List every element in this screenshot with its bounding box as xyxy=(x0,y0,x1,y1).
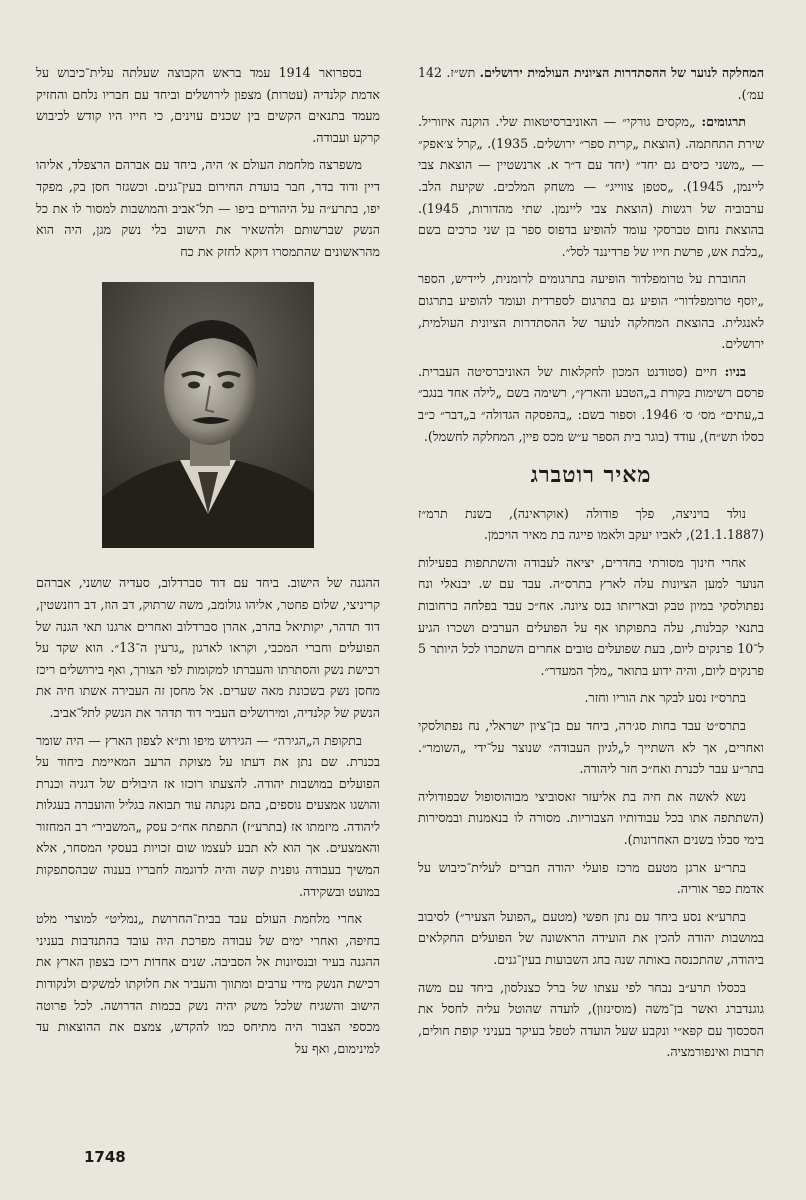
right-paragraph-sons: בניו: חיים (סטודנט המכון לחקלאות של האוניברסיטה העברית. פרסם רשימות בקורת ב„הטבע והארץ״, רשימה בשם „לילה אחד בנגב״ ב„עתים״ מס׳ ס׳ 1946. וספור בשם: „בהפסקה הגדולה״ ב„דבר״ כ״ב כסלו תש״ח), עודד (בוגר בית הספר ע״ש מכס פיין, המחלקה לחשמל). xyxy=(418,363,764,444)
right-paragraph-translations: תרגומים: „מקסים גורקי״ — האוניברסיטאות שלי. הוקנה איזוריל. שירת התחתמה. (הוצאת „קרית ספר״ ירושלים. 1935). „קרל צ׳אפק״ — „משני כיסים גם יחד״ (יחד עם ד״ר א. ארנשטיין — הוצאת צבי ליינמן, 1945). „סטפן צווייג״ — משחק המלכים. שקיעת הלב. ערבוביה של רגשות (הוצאת צבי ליינמן. שתי מהדורות, 1945). בהוצאת נחום טברסקי עומד להופיע בדפוס ספר בן שני כרכים בשם „בלבת אש, פרשת חייו של פרדיננד לסל״. xyxy=(418,114,764,259)
right-paragraph-booklet: החוברת על טרומפלדור הופיעה בתרגומים לרומנית, ליידיש, הספר „יוסף טרומפלדור״ הופיע גם בתרגום לספרדית ועומד להופיע בתרגום לאנגלית. בהוצאת המחלקה לנוער של ההסתדרות הציונית העולמית, ירושלים. xyxy=(418,271,764,352)
bio-paragraph: בכסלו תרע״ב נבחר לפי עצתו של ברל כצנלסון, ביחד עם משה גוגנדברג ואשר בן־משה (מוסינזון), לועדה שהוטל עליה לחסל את הסכסוך עם קפא״י ונקבע שעל הועדה לטפל בעיקר בעניני קופת חולים, תרבות ואינפורמציה. xyxy=(418,979,764,1060)
portrait-photo xyxy=(102,282,314,548)
bio-paragraph: אחרי חינוך מסורתי בחדרים, יציאה לעבודה והשתתפות בפעילות הנוער למען הציונות עלה לארץ בתרס״ה. עבד עם ש. יבנאלי ונח נפתולסקי במיון טבק ובאריזתו בנס ציונה. אח״כ עבד בפלחה ברחובות בתנאי קבלנות, עלה בתפוקתו אף על הפועלים הערבים ושכרו הגיע ל־10 פרנקים ליום, בעת שפועלים טובים אחרים השתכרו לכל היותר 5 פרנקים ליום, והיה ידוע בתואר „מלך המעדר״. xyxy=(418,554,764,678)
left-paragraph: בספרואר 1914 עמד בראש הקבוצה שעלתה עלית־כיבוש על אדמת קלנדיה (עטרות) מצפון לירושלים וביחד עם חבריו נלחם והחזיק מעמד בתנאים הקשים בין שכנים עוינים, כי חייו היו קודש לכיבוש קרקע ועבודה. xyxy=(36,65,380,145)
left-paragraph: אחרי מלחמת העולם עבד בבית־החרושת „נמליט״ למוצרי מלט בחיפה, ואחרי ימים של עבודה מפרכת היה עובד בהתנדבות בעניני ההגנה בעיר ובנסיונות אל הסביבה. שנים אחדות ריכז בצפון הארץ את רכישת הנשק מידי ערבים ומתווך והעביר את חלוקתו למשקים ולנקודות הישוב והשגיח שלכל משק יהיה נשק בכמות הדרושה. לכל פרוטה מכספי הצבור היה מתיחס כמו להקדש, צמצם את ההוצאות עד למינימום, ואף על xyxy=(36,911,380,1056)
bio-paragraph: נשא לאשה את חיה בת אליעזר זאסוביצי מבוהוסופול שבפודוליה (השתתפה אתו בכל עבודותיו הצבוריות. מסורה לו בנאמנות ובמסירות בימי סבלו בשנים האחרונות). xyxy=(418,788,764,847)
left-paragraph: בתקופת ה„הגירה״ — הגירוש מיפו ות״א לצפון הארץ — היה שומר בכנרת. שם נתן את דעתו על מצוקת הרעב המאיימת ביחוד על הפועלים במושבות יהודה. להצעתו רוכזו אז היבולים של דגניה וכנרת והושגו אמצעים נוספים, בהם נקנתה עוד תבואה בגליל והועברה בעגלות ליהודה. מיזמתו אז (בתרע״ז) התפתח אח״כ עסק „המשביר״ רב המחזור והאמצעים. אך הוא לא תבע לעצמו שום זכויות בעסקי המסחר, אלא המשיך בעבודה גופנית קשה והיה לדוגמה לחבריו בענוה שבהסתפקות במועט ובשקידה. xyxy=(36,732,380,899)
bio-paragraph: בתרס״ט עבד בחות סג׳רה, ביחד עם בן־ציון ישראלי, נח נפתולסקי ואחרים, אך לא השתייך ל„לגיון העבודה״ שנוצר על־ידי „השומר״. בתר״ע עבר לכנרת ואח״כ חזר ליהודה. xyxy=(418,718,764,777)
section-heading: מאיר רוטברג xyxy=(530,462,652,489)
left-paragraph: ההגנה של הישוב. ביחד עם דוד סברדלוב, סעדיה שושני, אברהם קריניצי, שלום פחטר, אליהו גולומב, משה שרתוק, דב הוז, דב רוזנשטין, דוד תדהר, יקותיאל בהרב, אהרן סברדלוב ואחרים ארגנו תאי הגנה של הפועלים וחברי המכבי, וקראו לארגון „גרעין ה־13״. הוא שקד על רכישת נשק והסתרתו והעברתו למקומות לפי הצורך, ואף בירושלים ריכז מחסן נשק בשכונת מאה שערים. אל מחסן זה העבירה אשתו חיה את הנשק של קלנדיה, ומירושלים העביר דוד תדהר את הנשק לתל־אביב. xyxy=(36,575,380,720)
left-column xyxy=(36,62,380,1065)
right-paragraph-1: המחלקה לנוער של ההסתדרות הציונית העולמית ירושלים. תש״ז. 142 עמ׳). xyxy=(418,65,764,102)
bio-paragraph: בתרס״ז נסע לבקר את הוריו וחזר. xyxy=(584,690,746,706)
right-column xyxy=(418,62,764,1069)
bio-paragraph: בתר״ע ארגן מטעם מרכז פועלי יהודה חברים לעלית־כיבוש על אדמת כפר אוריה. xyxy=(418,859,764,897)
page-number: 1748 xyxy=(84,1148,126,1166)
left-paragraph: משפרצה מלחמת העולם א׳ היה, ביחד עם אברהם הרצפלד, אליהו דיין ודוד בדר, חבר בועדת החירום בעין־גנים. וכשגזר חסן בק, מפקד יפו, בתרע״ה על היהודים ביפו — תל־אביב והמושבות למסור לו את כל הנשק שברשותם ולהשאיר את הישוב בלי נשק מגן, היה הוא מהראשונים שהתמסרו דוקא לחזק את כח xyxy=(36,157,380,259)
portrait-image xyxy=(102,282,314,548)
bio-paragraph: נולד בויניצה, פלך פודולה (אוקראינה), בשנת תרמ״ז (21.1.1887), לאביו יעקב ולאמו פייגה בת מאיר הויכמן. xyxy=(418,505,764,543)
bio-paragraph: בתרע״א נסע ביחד עם נתן חפשי (מטעם „הפועל הצעיר״) לסיבוב במושבות יהודה להכין את הועידה הראשונה של הפועלים החקלאים ביהודה, שהתכנסה באותה שנה בחג השבועות בעין־גנים. xyxy=(418,908,764,967)
